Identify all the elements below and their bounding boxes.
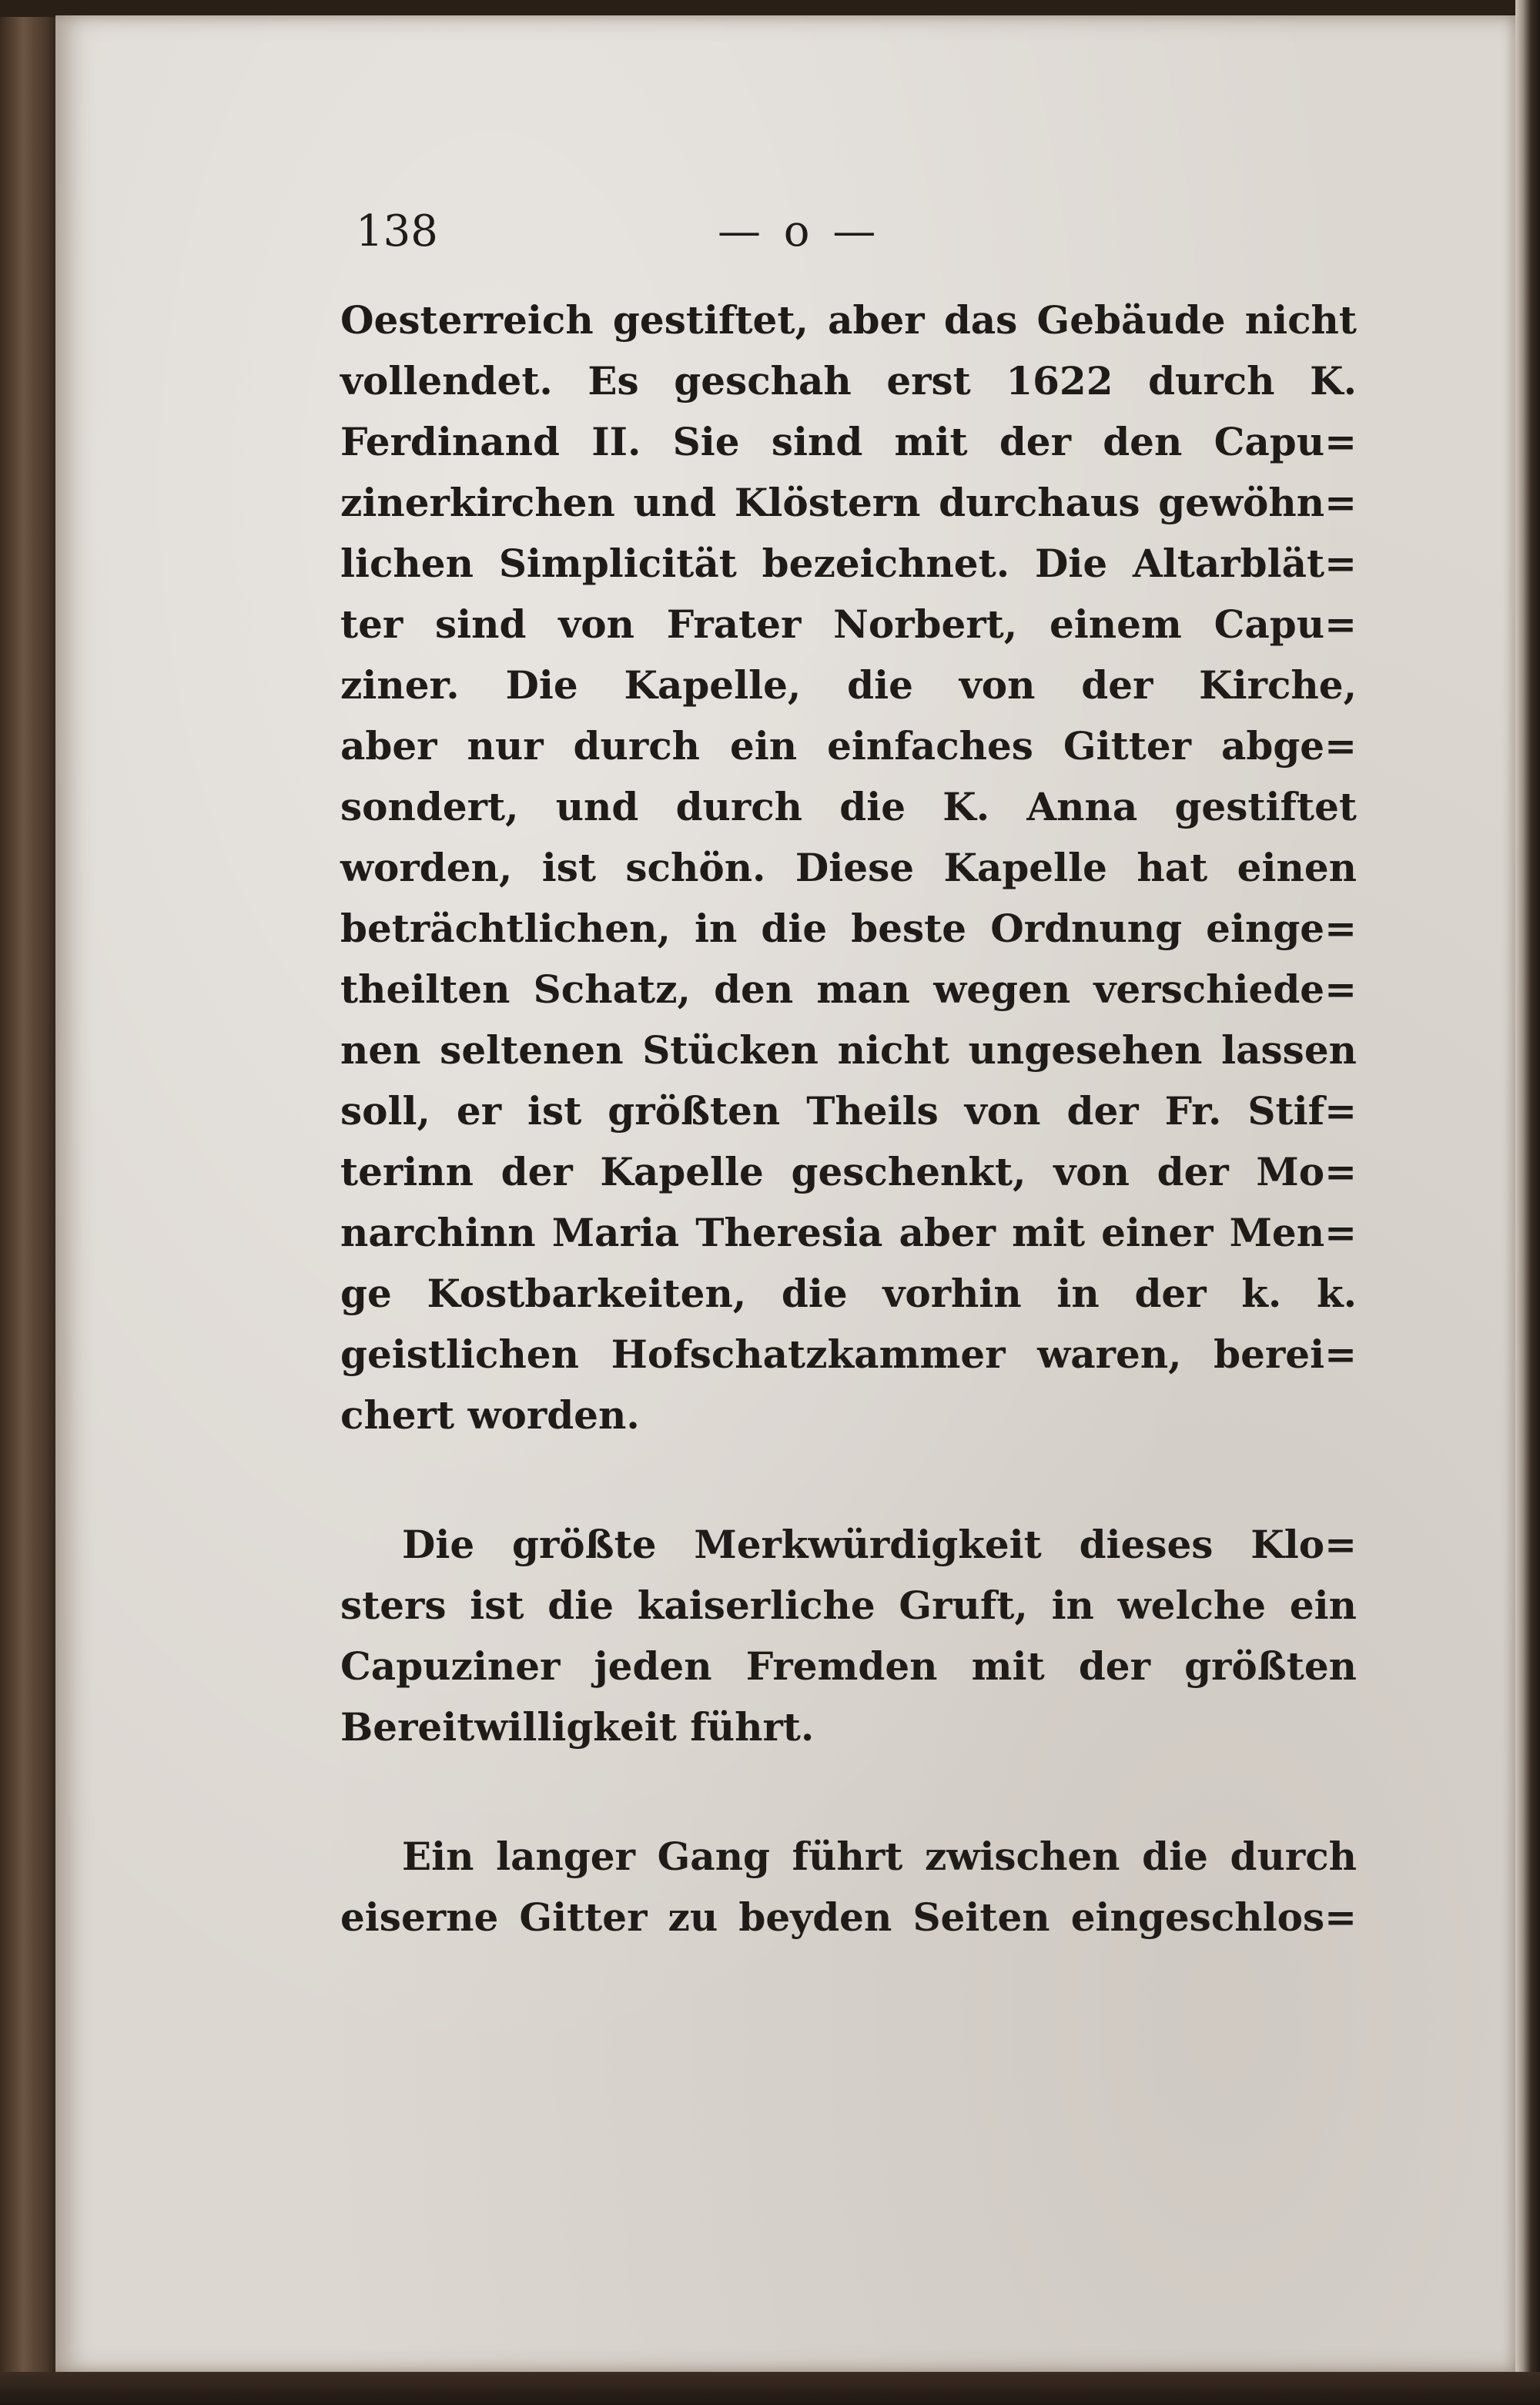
text-line: narchinn Maria Theresia aber mit einer Men=: [340, 1210, 1357, 1255]
text-line: Capuziner jeden Fremden mit der größten: [340, 1643, 1357, 1689]
running-head: — o —: [718, 206, 881, 256]
book-right-edge: [1515, 0, 1540, 2405]
text-line: ter sind von Frater Norbert, einem Capu=: [340, 601, 1357, 647]
text-line: geistlichen Hofschatzkammer waren, berei=: [340, 1331, 1357, 1377]
text-line: Ferdinand II. Sie sind mit der den Capu=: [340, 419, 1357, 464]
text-line: aber nur durch ein einfaches Gitter abge=: [340, 723, 1357, 769]
text-line: ge Kostbarkeiten, die vorhin in der k. k.: [340, 1271, 1357, 1316]
book-bottom-edge: [0, 2372, 1540, 2405]
text-line: sondert, und durch die K. Anna gestiftet: [340, 784, 1357, 829]
text-line: terinn der Kapelle geschenkt, von der Mo=: [340, 1149, 1357, 1194]
text-line: sters ist die kaiserliche Gruft, in welche ein: [340, 1583, 1357, 1628]
text-line: nen seltenen Stücken nicht ungesehen lassen: [340, 1027, 1357, 1073]
book-page: [55, 15, 1515, 2372]
text-line: eiserne Gitter zu beyden Seiten eingeschlos=: [340, 1894, 1357, 1940]
text-line: vollendet. Es geschah erst 1622 durch K.: [340, 358, 1357, 404]
text-line: lichen Simplicität bezeichnet. Die Altarblät=: [340, 541, 1357, 586]
text-line: beträchtlichen, in die beste Ordnung einge=: [340, 906, 1357, 951]
text-line: soll, er ist größten Theils von der Fr. Stif=: [340, 1088, 1357, 1134]
text-line: Ein langer Gang führt zwischen die durch: [402, 1834, 1357, 1879]
text-line: zinerkirchen und Klöstern durchaus gewöhn=: [340, 480, 1357, 525]
text-line: worden, ist schön. Diese Kapelle hat einen: [340, 845, 1357, 890]
page-header: [340, 206, 1357, 276]
text-line: Oesterreich gestiftet, aber das Gebäude nicht: [340, 297, 1357, 343]
text-line: Die größte Merkwürdigkeit dieses Klo=: [402, 1522, 1357, 1567]
page-number: 138: [356, 206, 438, 256]
text-line: theilten Schatz, den man wegen verschiede=: [340, 966, 1357, 1012]
text-line: chert worden.: [340, 1392, 640, 1438]
text-line: Bereitwilligkeit führt.: [340, 1704, 815, 1750]
book-top-edge: [0, 0, 1540, 17]
text-line: ziner. Die Kapelle, die von der Kirche,: [340, 662, 1357, 708]
